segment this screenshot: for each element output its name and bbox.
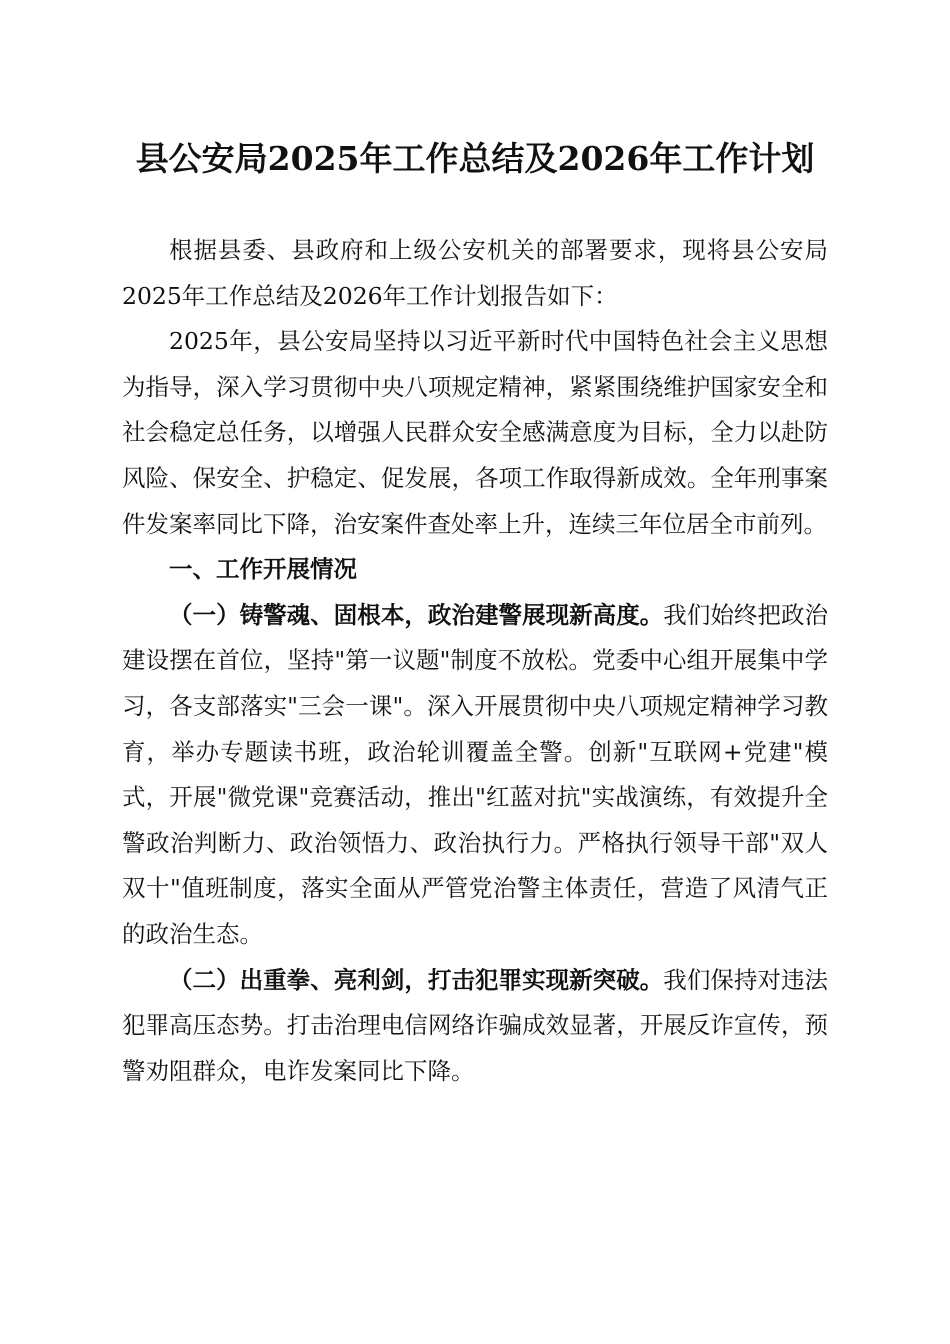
item-one-paragraph [122, 593, 828, 958]
item-two-body: 我们保持对违法犯罪高压态势。打击治理电信网络诈骗成效显著，开展反诈宣传，预警劝阻群众，电诈发案同比下降。 [122, 965, 829, 1085]
item-two-heading: （二）出重拳、亮利剑，打击犯罪实现新突破。 [169, 965, 664, 994]
document-title: 县公安局2025年工作总结及2026年工作计划 [135, 139, 815, 178]
intro-paragraph: 根据县委、县政府和上级公安机关的部署要求，现将县公安局2025年工作总结及2026年工作计划报告如下： [122, 236, 828, 310]
item-one-body: 我们始终把政治建设摆在首位，坚持"第一议题"制度不放松。党委中心组开展集中学习，各支部落实"三会一课"。深入开展贯彻中央八项规定精神学习教育，举办专题读书班，政治轮训覆盖全警。创新"互联网+党建"模式，开展"微党课"竞赛活动，推出"红蓝对抗"实战演练，有效提升全警政治判断力、政治领悟力、政治执行力。严格执行领导干部"双人双十"值班制度，落实全面从严管党治警主体责任，营造了风清气正的政治生态。 [122, 600, 829, 948]
section-heading-work-progress: 一、工作开展情况 [169, 555, 357, 584]
overview-paragraph: 2025年，县公安局坚持以习近平新时代中国特色社会主义思想为指导，深入学习贯彻中央八项规定精神，紧紧围绕维护国家安全和社会稳定总任务，以增强人民群众安全感满意度为目标，全力以赴防风险、保安全、护稳定、促发展，各项工作取得新成效。全年刑事案件发案率同比下降，治安案件查处率上升，连续三年位居全市前列。 [122, 327, 828, 538]
item-two-paragraph [122, 958, 828, 1095]
item-one-heading: （一）铸警魂、固根本，政治建警展现新高度。 [169, 600, 664, 629]
document-body [122, 228, 828, 1094]
